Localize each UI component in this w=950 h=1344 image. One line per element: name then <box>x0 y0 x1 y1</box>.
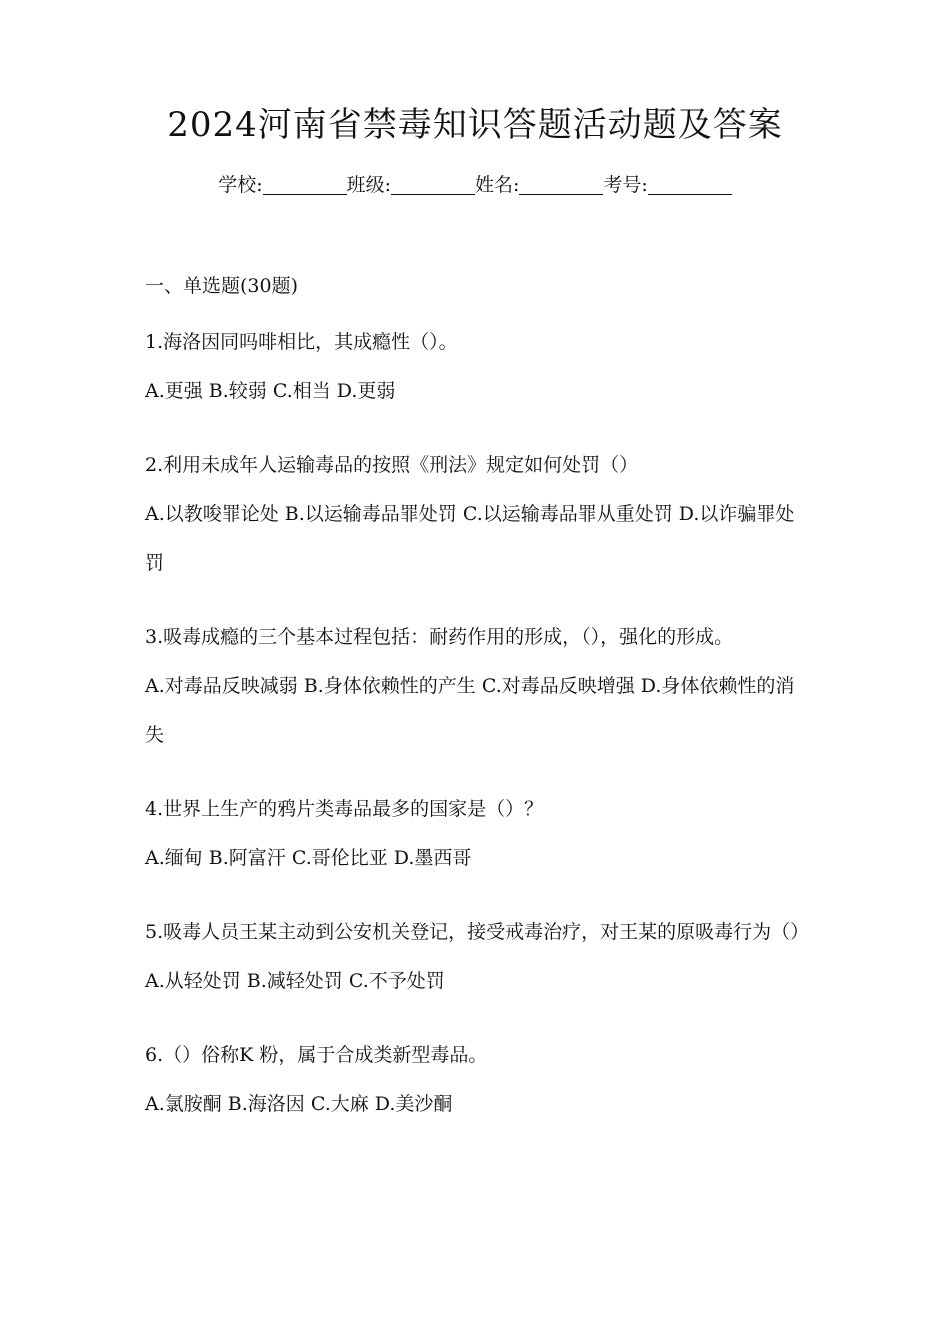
name-field <box>475 170 603 200</box>
section-title: 一、单选题(30题) <box>145 275 299 297</box>
question-options: A.以教唆罪论处 B.以运输毒品罪处罚 C.以运输毒品罪从重处罚 D.以诈骗罪处罚 <box>145 503 795 574</box>
student-info-line <box>0 170 950 200</box>
question-options: A.更强 B.较弱 C.相当 D.更弱 <box>145 380 396 402</box>
school-field <box>218 170 346 200</box>
question-options: A.对毒品反映减弱 B.身体依赖性的产生 C.对毒品反映增强 D.身体依赖性的消失 <box>145 675 795 746</box>
question-item <box>145 908 813 1006</box>
school-label: 学校: <box>218 174 263 196</box>
question-item <box>145 318 813 416</box>
question-content <box>145 268 813 1154</box>
class-field <box>347 170 475 200</box>
document-title: 2024河南省禁毒知识答题活动题及答案 <box>167 105 783 145</box>
number-field <box>603 170 731 200</box>
number-blank <box>648 174 732 195</box>
question-options: A.从轻处罚 B.减轻处罚 C.不予处罚 <box>145 970 445 992</box>
question-item <box>145 785 813 883</box>
question-item <box>145 613 813 760</box>
number-label: 考号: <box>603 174 648 196</box>
name-label: 姓名: <box>475 174 520 196</box>
question-stem: 1.海洛因同吗啡相比，其成瘾性（）。 <box>145 331 458 353</box>
class-blank <box>391 174 475 195</box>
question-stem: 6.（）俗称K 粉，属于合成类新型毒品。 <box>145 1044 488 1066</box>
question-stem: 2.利用未成年人运输毒品的按照《刑法》规定如何处罚（） <box>145 454 639 476</box>
question-item <box>145 1031 813 1129</box>
question-stem: 3.吸毒成瘾的三个基本过程包括：耐药作用的形成，（），强化的形成。 <box>145 626 734 648</box>
school-blank <box>263 174 347 195</box>
name-blank <box>519 174 603 195</box>
question-item <box>145 441 813 588</box>
question-stem: 5.吸毒人员王某主动到公安机关登记，接受戒毒治疗，对王某的原吸毒行为（） <box>145 921 810 943</box>
question-stem: 4.世界上生产的鸦片类毒品最多的国家是（）？ <box>145 798 544 820</box>
question-options: A.氯胺酮 B.海洛因 C.大麻 D.美沙酮 <box>145 1093 453 1115</box>
question-options: A.缅甸 B.阿富汗 C.哥伦比亚 D.墨西哥 <box>145 847 472 869</box>
class-label: 班级: <box>346 174 391 196</box>
